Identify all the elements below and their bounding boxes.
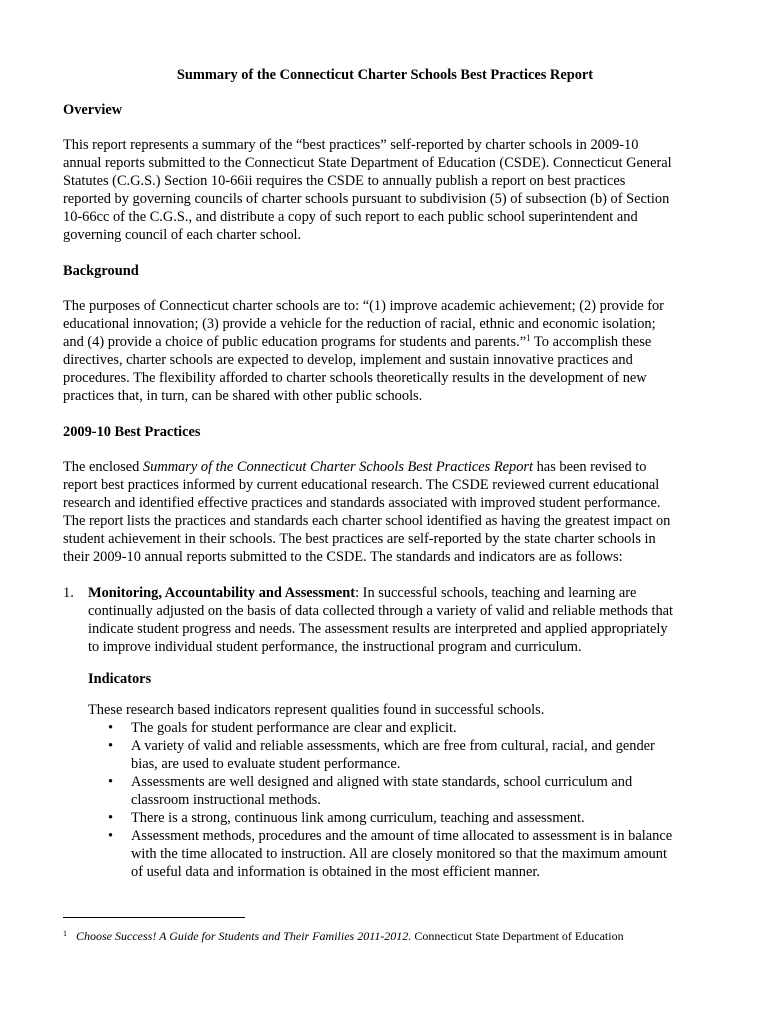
bullet-icon: • — [108, 810, 114, 826]
bullet-line: of useful data and information is obtained in the most efficient manner. — [131, 864, 540, 880]
bullet-icon: • — [108, 774, 114, 790]
overview-line: This report represents a summary of the “best practices” self-reported by charter schools in 2009-10 — [63, 137, 639, 153]
best-practices-line: their 2009-10 annual reports submitted to the CSDE. The standards and indicators are as follows: — [63, 549, 623, 565]
best-practices-line: The report lists the practices and standards each charter school identified as having the greatest impact on — [63, 513, 671, 529]
indicator-list — [88, 719, 718, 881]
overview-paragraph — [63, 136, 713, 244]
footnote — [63, 929, 624, 944]
standard-number: 1. — [63, 585, 74, 601]
bullet-line: with the time allocated to instruction. All are closely monitored so that the maximum amount — [131, 846, 667, 862]
overview-line: annual reports submitted to the Connecticut State Department of Education (CSDE). Connecticut General — [63, 155, 672, 171]
overview-line: 10-66cc of the C.G.S., and distribute a copy of such report to each public school superintendent and — [63, 209, 638, 225]
best-practices-line: research and identified effective practices and standards associated with improved student performance. — [63, 495, 661, 511]
bullet-line: classroom instructional methods. — [131, 792, 321, 808]
standard-item — [63, 584, 723, 656]
footnote-citation-text: Connecticut State Department of Education — [411, 929, 624, 943]
bullet-line: There is a strong, continuous link among curriculum, teaching and assessment. — [131, 810, 585, 826]
indicator-bullet — [88, 827, 718, 881]
background-paragraph — [63, 297, 713, 405]
best-practices-paragraph — [63, 458, 713, 566]
bullet-icon: • — [108, 720, 114, 736]
bullet-line: Assessments are well designed and aligned with state standards, school curriculum and — [131, 774, 633, 790]
indicator-bullet — [88, 737, 718, 773]
best-practices-line: student achievement in their schools. The best practices are self-reported by the state charter schools in — [63, 531, 656, 547]
background-line: directives, charter schools are expected to develop, implement and sustain innovative practices and — [63, 352, 633, 368]
best-practices-heading: 2009-10 Best Practices — [63, 424, 201, 440]
footnote-reference: 1 — [526, 333, 531, 343]
overview-line: Statutes (C.G.S.) Section 10-66ii requires the CSDE to annually publish a report on best practices — [63, 173, 626, 189]
best-practices-line: report best practices informed by current educational research. The CSDE reviewed current educational — [63, 477, 660, 493]
standard-description — [88, 584, 718, 656]
background-text: and (4) provide a choice of public education programs for students and parents.” — [63, 334, 527, 350]
overview-line: governing council of each charter school. — [63, 227, 302, 243]
standard-line: indicate student progress and needs. The assessment results are interpreted and applied appropriately — [88, 621, 668, 637]
footnote-divider — [63, 917, 245, 918]
report-title-italic: Summary of the Connecticut Charter Schools Best Practices Report — [142, 459, 534, 475]
indicators-intro: These research based indicators represent qualities found in successful schools. — [88, 702, 545, 718]
best-practices-text: The enclosed — [63, 459, 143, 475]
footnote-marker: 1 — [63, 929, 67, 938]
indicators-heading: Indicators — [88, 671, 152, 687]
standard-line — [88, 584, 718, 602]
bullet-icon: • — [108, 738, 114, 754]
background-line — [63, 333, 713, 351]
standard-label: Monitoring, Accountability and Assessment — [88, 585, 356, 601]
overview-heading: Overview — [63, 102, 123, 118]
standard-text: : In successful schools, teaching and learning are — [355, 585, 637, 601]
indicator-bullet — [88, 719, 718, 737]
bullet-line: The goals for student performance are clear and explicit. — [131, 720, 457, 736]
background-line: The purposes of Connecticut charter schools are to: “(1) improve academic achievement; (2) provide for — [63, 298, 664, 314]
indicator-bullet — [88, 809, 718, 827]
overview-line: reported by governing councils of charter schools pursuant to subdivision (5) of subsection (b) of Section — [63, 191, 670, 207]
document-title: Summary of the Connecticut Charter Schools Best Practices Report — [176, 67, 594, 83]
standard-line: continually adjusted on the basis of data collected through a variety of valid and reliable methods that — [88, 603, 674, 619]
bullet-line: A variety of valid and reliable assessments, which are free from cultural, racial, and gender — [131, 738, 655, 754]
background-heading: Background — [63, 263, 139, 279]
standard-line: to improve individual student performance, the instructional program and curriculum. — [88, 639, 582, 655]
background-line: educational innovation; (3) provide a vehicle for the reduction of racial, ethnic and economic isolation; — [63, 316, 656, 332]
best-practices-line — [63, 458, 713, 476]
best-practices-text: has been revised to — [533, 459, 647, 475]
indicator-bullet — [88, 773, 718, 809]
bullet-line: Assessment methods, procedures and the amount of time allocated to assessment is in balance — [131, 828, 673, 844]
background-line: procedures. The flexibility afforded to charter schools theoretically results in the development of new — [63, 370, 647, 386]
background-line: practices that, in turn, can be shared with other public schools. — [63, 388, 423, 404]
bullet-icon: • — [108, 828, 114, 844]
footnote-citation-italic: Choose Success! A Guide for Students and Their Families 2011-2012. — [76, 929, 412, 943]
background-text: To accomplish these — [530, 334, 652, 350]
bullet-line: bias, are used to evaluate student performance. — [131, 756, 401, 772]
